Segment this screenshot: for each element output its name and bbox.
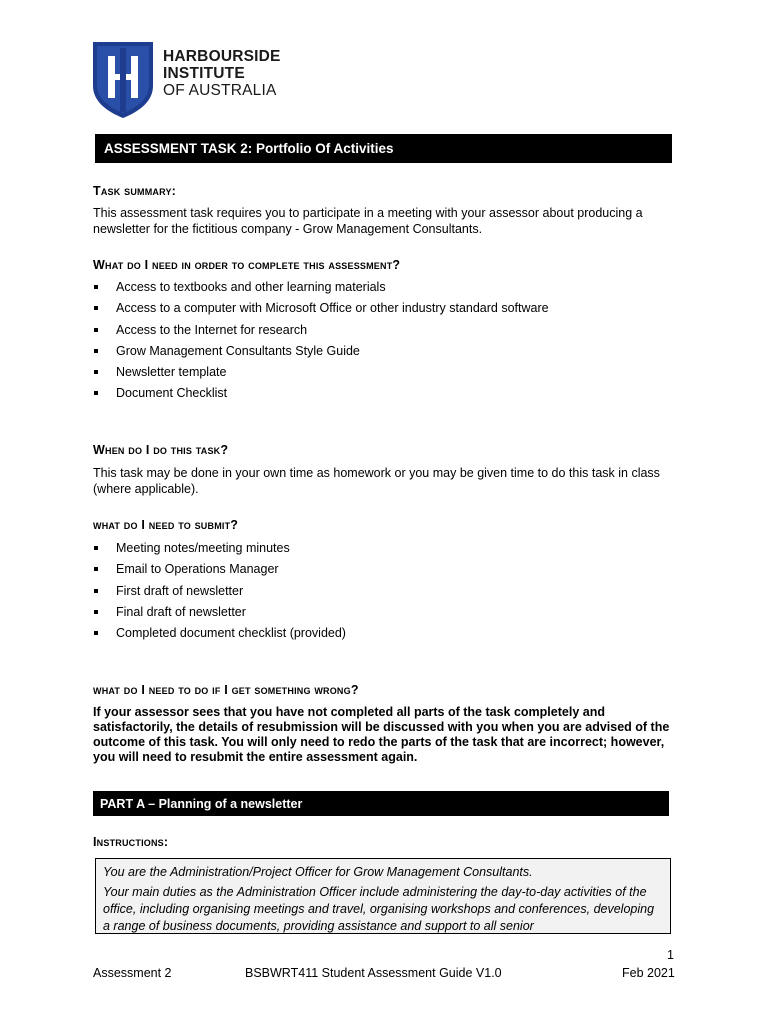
instructions-box: [95, 858, 671, 934]
list-item: Document Checklist: [93, 386, 549, 407]
list-item: Access to textbooks and other learning materials: [93, 280, 549, 301]
list-item: Meeting notes/meeting minutes: [93, 541, 346, 562]
submit-heading: what do I need to submit?: [93, 518, 239, 532]
list-item: First draft of newsletter: [93, 584, 346, 605]
list-item: Final draft of newsletter: [93, 605, 346, 626]
footer-left: Assessment 2: [93, 966, 172, 980]
submit-list: [93, 541, 346, 647]
instructions-heading: Instructions:: [93, 835, 169, 849]
institute-logo: [93, 42, 293, 120]
wrong-text: If your assessor sees that you have not completed all parts of the task completely and satisfactorily, the details of resubmission will be discussed with you when you are advised of the outcome of this task. You will only need to redo the parts of the task that are incorrect; however, you will need to resubmit the entire assessment again.: [93, 705, 670, 764]
when-text: This task may be done in your own time as homework or you may be given time to do this task in class (where applicable).: [93, 466, 660, 496]
list-item: Access to the Internet for research: [93, 323, 549, 344]
page-number: 1: [667, 948, 674, 962]
list-item: Grow Management Consultants Style Guide: [93, 344, 549, 365]
list-item: Completed document checklist (provided): [93, 626, 346, 647]
logo-line-3: OF AUSTRALIA: [163, 82, 277, 99]
list-item: Newsletter template: [93, 365, 549, 386]
instructions-para-1: You are the Administration/Project Officer for Grow Management Consultants.: [103, 865, 533, 879]
footer-right: Feb 2021: [622, 966, 675, 980]
wrong-heading: what do I need to do if I get something wrong?: [93, 683, 359, 697]
shield-logo-icon: [93, 42, 153, 118]
list-item: Access to a computer with Microsoft Office or other industry standard software: [93, 301, 549, 322]
footer-center: BSBWRT411 Student Assessment Guide V1.0: [245, 966, 502, 980]
task-summary-heading: Task summary:: [93, 184, 177, 198]
logo-line-1: HARBOURSIDE: [163, 48, 281, 65]
need-heading: What do I need in order to complete this assessment?: [93, 258, 401, 272]
logo-line-2: INSTITUTE: [163, 65, 245, 82]
need-list: [93, 280, 549, 408]
task-summary-text: This assessment task requires you to participate in a meeting with your assessor about producing a newsletter for the fictitious company - Grow Management Consultants.: [93, 206, 643, 236]
instructions-para-2: Your main duties as the Administration Officer include administering the day-to-day activities of the office, including organising meetings and travel, organising workshops and conferences, developing a range of business documents, providing assistance and support to all senior: [103, 885, 655, 933]
part-a-bar: PART A – Planning of a newsletter: [93, 791, 669, 816]
assessment-title-bar: ASSESSMENT TASK 2: Portfolio Of Activities: [95, 134, 672, 163]
list-item: Email to Operations Manager: [93, 562, 346, 583]
when-heading: When do I do this task?: [93, 443, 229, 457]
